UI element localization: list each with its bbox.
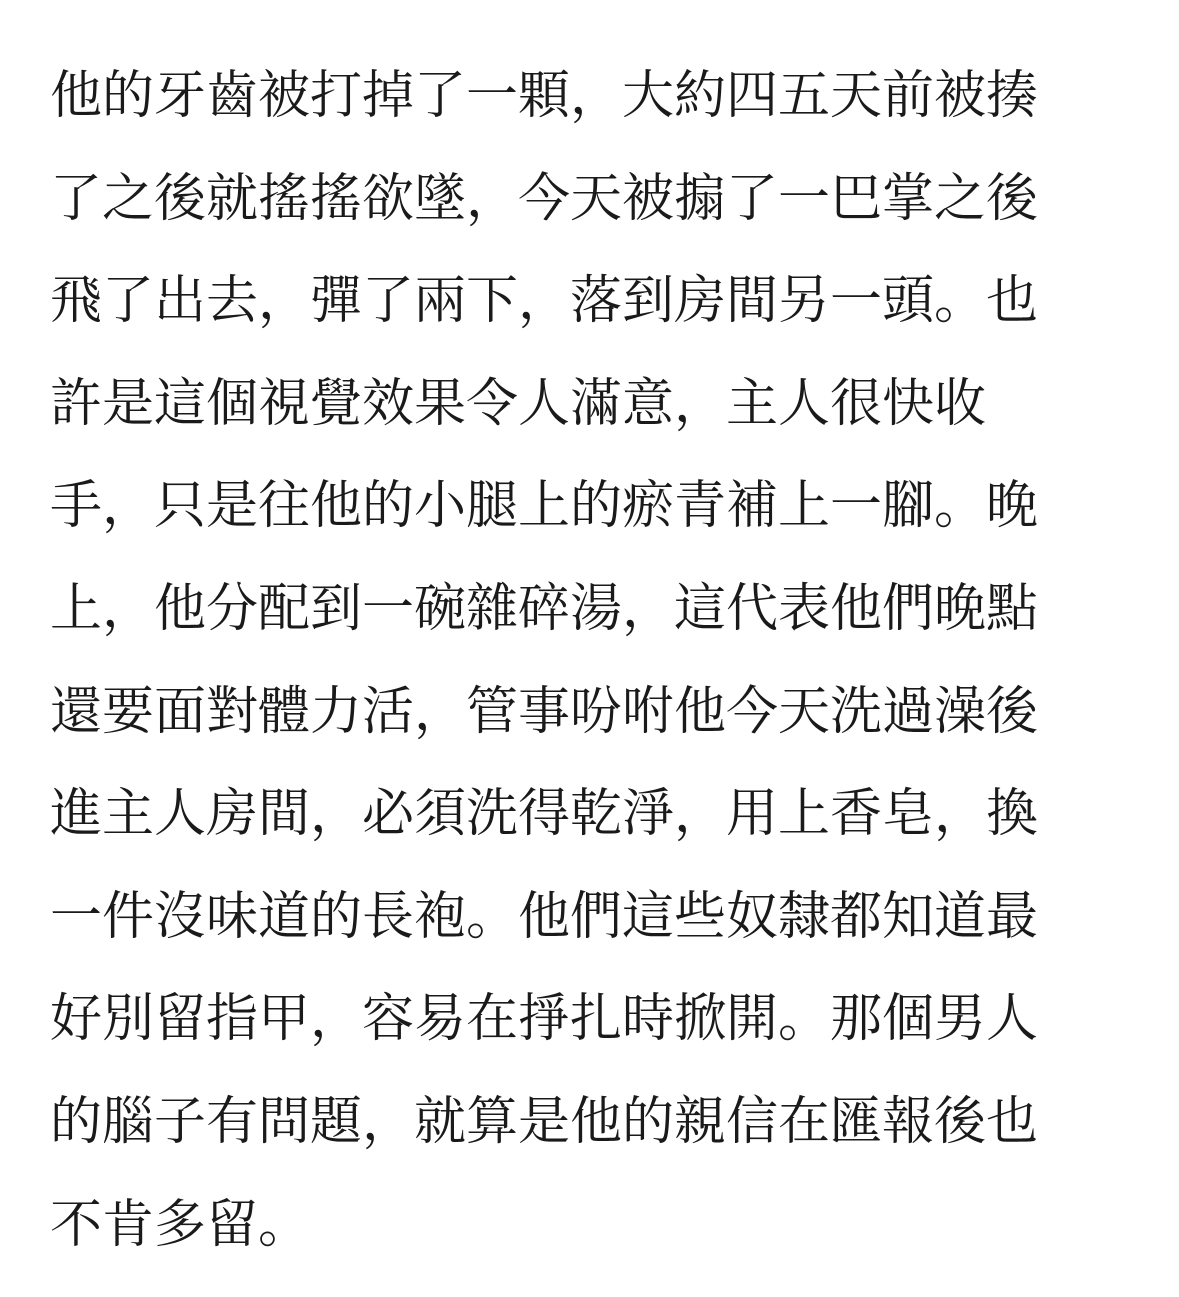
text-line-7: 還要面對體力活，管事吩咐他今天洗過澡後	[50, 681, 1039, 742]
text-line-9: 一件沒味道的長袍。他們這些奴隸都知道最	[50, 886, 1039, 947]
text-line-10: 好別留指甲，容易在掙扎時掀開。那個男人	[50, 989, 1039, 1050]
text-line-5: 手，只是往他的小腿上的瘀青補上一腳。晚	[50, 476, 1039, 537]
text-line-1: 他的牙齒被打掉了一顆，大約四五天前被揍	[50, 66, 1039, 126]
text-line-4: 許是這個視覺效果令人滿意，主人很快收	[50, 373, 987, 434]
text-line-6: 上，他分配到一碗雜碎湯，這代表他們晚點	[50, 578, 1039, 639]
article-text	[50, 66, 1150, 1297]
text-line-12: 不肯多留。	[50, 1194, 311, 1255]
text-line-3: 飛了出去，彈了兩下，落到房間另一頭。也	[50, 271, 1039, 332]
text-line-11: 的腦子有問題，就算是他的親信在匯報後也	[50, 1091, 1039, 1152]
text-line-2: 了之後就搖搖欲墜，今天被搧了一巴掌之後	[50, 168, 1039, 229]
text-line-8: 進主人房間，必須洗得乾淨，用上香皂，換	[50, 784, 1039, 845]
